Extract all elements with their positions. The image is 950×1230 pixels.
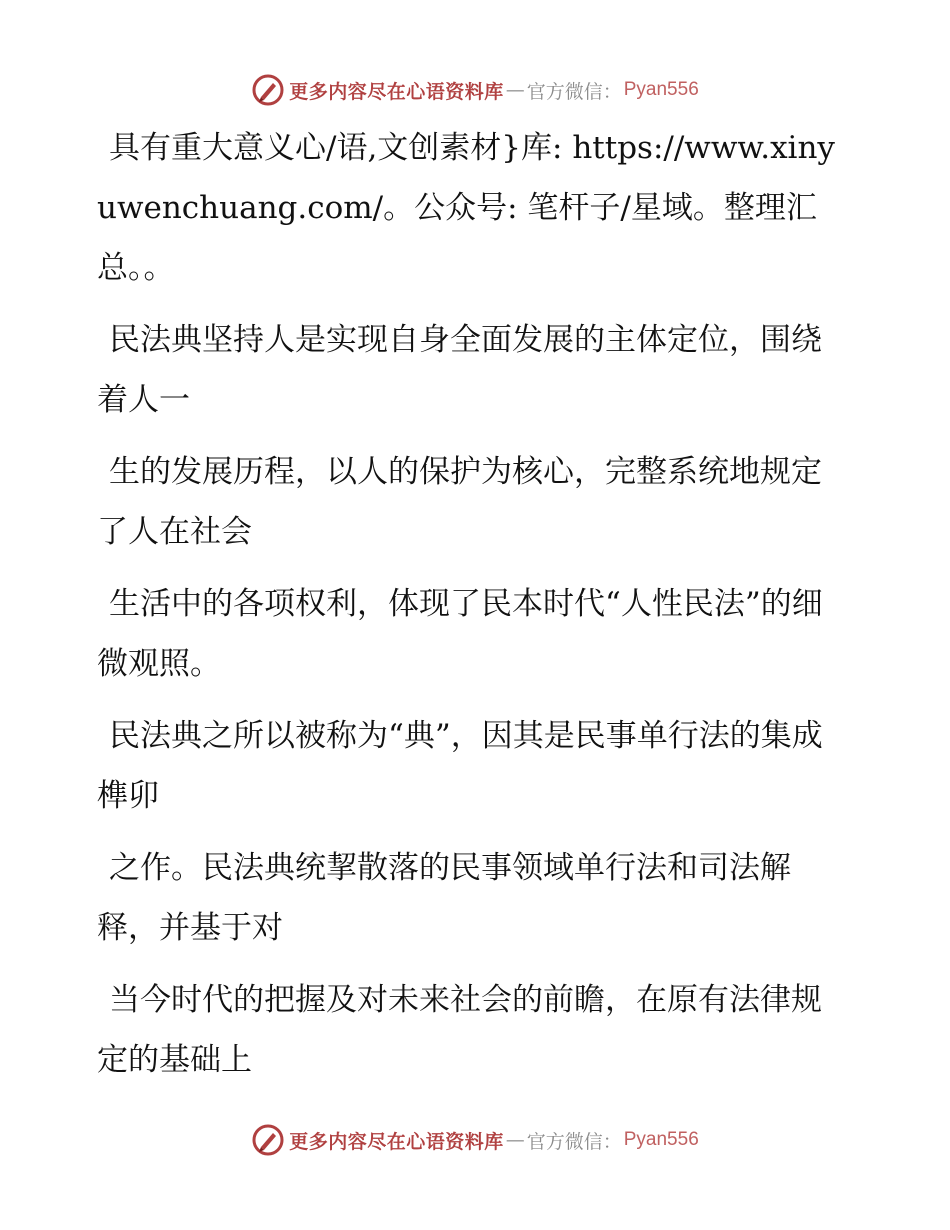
watermark-text: 更多内容尽在心语资料库	[289, 80, 504, 103]
watermark-wechat-id: Pyan556	[623, 79, 699, 100]
pen-logo-icon	[251, 73, 285, 107]
paragraph: 之作。民法典统挈散落的民事领域单行法和司法解释，并基于对	[97, 850, 791, 946]
paragraph: 生的发展历程，以人的保护为核心，完整系统地规定了人在社会	[97, 454, 822, 550]
paragraph: 民法典坚持人是实现自身全面发展的主体定位，围绕着人一	[97, 322, 822, 418]
paragraph: 民法典之所以被称为“典”，因其是民事单行法的集成榫卯	[97, 718, 823, 814]
pen-logo-icon	[251, 1123, 285, 1157]
watermark-dash: —	[505, 1129, 525, 1151]
watermark-wechat-label: 官方微信：	[526, 80, 622, 103]
footer-watermark	[0, 1120, 950, 1160]
paragraph: 当今时代的把握及对未来社会的前瞻，在原有法律规定的基础上	[97, 982, 822, 1078]
paragraph: 具有重大意义心/语,文创素材}库: https://www.xinyuwenchuang.com/。公众号: 笔杆子/星域。整理汇总。。	[97, 130, 835, 286]
watermark-wechat-label: 官方微信：	[526, 1130, 622, 1153]
document-body	[97, 118, 837, 1102]
paragraph: 生活中的各项权利，体现了民本时代“人性民法”的细微观照。	[97, 586, 823, 682]
watermark-wechat-id: Pyan556	[623, 1129, 699, 1150]
watermark-dash: —	[505, 79, 525, 101]
header-watermark	[0, 70, 950, 110]
watermark-text: 更多内容尽在心语资料库	[289, 1130, 504, 1153]
